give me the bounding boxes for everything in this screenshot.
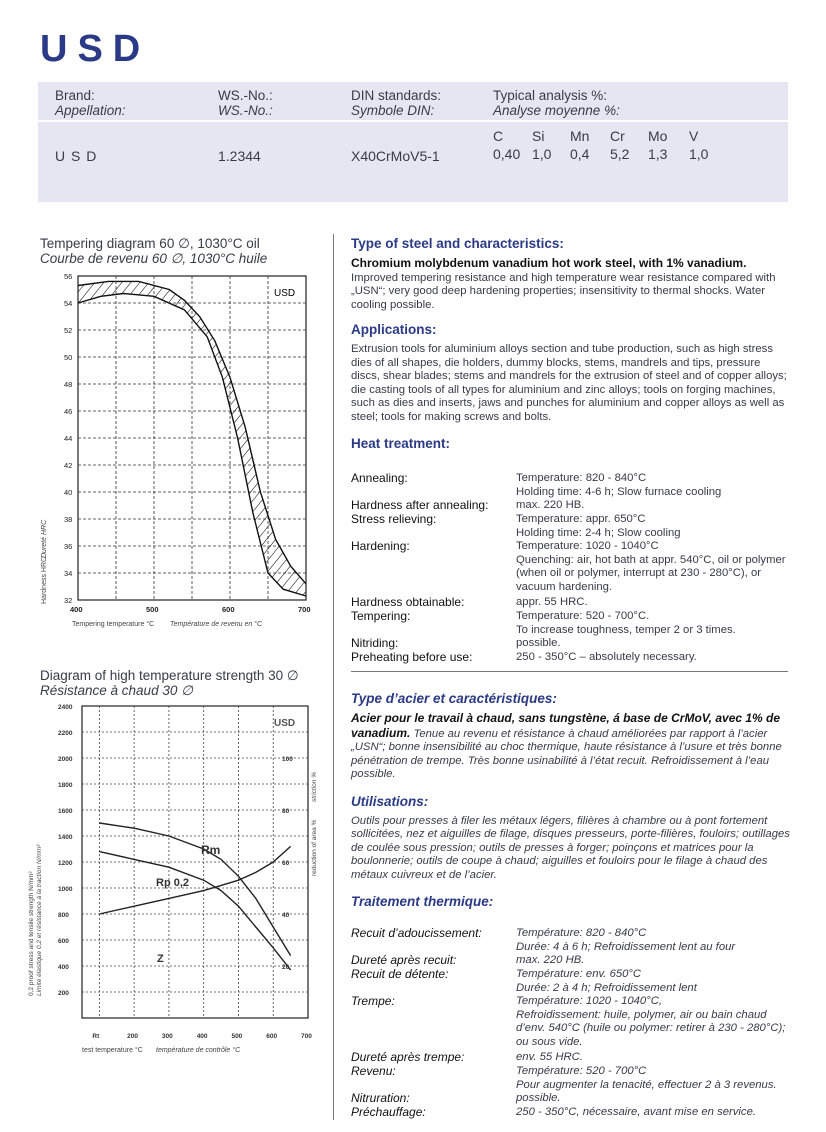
- tempering-ylabel-fr: Dureté HRC: [41, 519, 48, 558]
- tempering-xtick: 500: [146, 605, 159, 614]
- strength-y2tick: 80: [282, 808, 290, 815]
- hatch-line: [308, 276, 330, 600]
- strength-xtick: 200: [127, 1033, 139, 1040]
- value-mn: 0,4: [570, 146, 590, 162]
- value-si: 1,0: [532, 146, 552, 162]
- strength-xtick: Rt: [92, 1033, 100, 1040]
- fr-type-block: [351, 712, 791, 782]
- heat-value: 250 - 350°C, nécessaire, avant mise en service.: [516, 1106, 756, 1118]
- tempering-ytick: 46: [64, 407, 73, 416]
- heat-key: Préchauffage:: [351, 1105, 426, 1119]
- heat-value: Température: 820 - 840°C Durée: 4 à 6 h; Refroidissement lent au four: [516, 927, 736, 953]
- din-label-fr: Symbole DIN:: [351, 103, 435, 118]
- tempering-xtick: 600: [222, 605, 235, 614]
- fr-type-lead: Acier pour le travail à chaud, sans tungstène, á base de CrMoV, avec 1% de vanadium.: [351, 711, 781, 740]
- brand-value: U S D: [55, 148, 98, 164]
- hatch-line: [326, 276, 330, 600]
- strength-ylabel2: reduction of area %: [311, 819, 318, 876]
- fr-heat-title: Traitement thermique:: [351, 894, 494, 909]
- strength-series-label: Z: [157, 953, 164, 965]
- strength-ylabel2-fr: striction %: [311, 772, 318, 802]
- hatch-line: [30, 276, 82, 600]
- analysis-header: [493, 88, 620, 118]
- strength-curve-2: [99, 846, 290, 914]
- tempering-xtick: 400: [70, 605, 83, 614]
- strength-y2tick: 20: [282, 964, 290, 971]
- strength-ytick: 1000: [58, 886, 73, 893]
- tempering-xtick: 700: [298, 605, 311, 614]
- hatch-line: [30, 276, 244, 600]
- fr-util-title: Utilisations:: [351, 793, 429, 809]
- value-cr: 5,2: [610, 146, 630, 162]
- fr-type-title: Type d’acier et caractéristiques:: [351, 691, 557, 706]
- heat-key: Annealing:: [351, 471, 408, 485]
- fr-section: [351, 691, 791, 909]
- heat-key: Revenu:: [351, 1064, 396, 1078]
- heat-value: Temperature: 820 - 840°C Holding time: 4-6 h; Slow furnace cooling: [516, 472, 722, 498]
- heat-key: Nitriding:: [351, 636, 399, 650]
- heat-key: Tempering:: [351, 609, 411, 623]
- analysis-label-fr: Analyse moyenne %:: [493, 103, 620, 118]
- strength-xlabel: test temperature °C: [82, 1047, 143, 1054]
- strength-title: [40, 668, 299, 698]
- heat-key: Preheating before use:: [351, 650, 473, 664]
- tempering-legend: USD: [274, 288, 296, 299]
- heat-value: Température: 520 - 700°C Pour augmenter la tenacité, effectuer 2 à 3 revenus.: [516, 1065, 777, 1091]
- tempering-ytick: 44: [64, 434, 73, 443]
- tempering-chart: [30, 266, 330, 636]
- strength-ytick: 2400: [58, 704, 73, 711]
- tempering-ytick: 40: [64, 488, 73, 497]
- strength-ylabel-fr: Limite élastique 0,2 et résistance à la traction N/mm²: [36, 844, 43, 996]
- en-app-title: Applications:: [351, 322, 437, 337]
- strength-xtick: 400: [196, 1033, 208, 1040]
- heat-key: Dureté après recuit:: [351, 953, 457, 967]
- tempering-ytick: 34: [64, 569, 73, 578]
- din-header: [351, 88, 441, 118]
- heat-value: appr. 55 HRC.: [516, 596, 588, 608]
- heat-key: Dureté après trempe:: [351, 1050, 465, 1064]
- heat-value: env. 55 HRC.: [516, 1051, 583, 1063]
- strength-ytick: 2200: [58, 730, 73, 737]
- strength-series-label: Rm: [201, 843, 221, 857]
- heat-value: Température: env. 650°C Durée: 2 à 4 h; Refroidissement lent: [516, 968, 697, 994]
- spec-separator: [38, 120, 788, 122]
- tempering-ytick: 54: [64, 299, 73, 308]
- tempering-ytick: 38: [64, 515, 73, 524]
- strength-y2tick: 100: [282, 756, 293, 763]
- value-c: 0,40: [493, 146, 521, 162]
- en-section: [351, 236, 791, 451]
- tempering-xlabel: Tempering temperature °C: [72, 621, 155, 628]
- strength-ytick: 200: [58, 990, 69, 997]
- strength-legend: USD: [274, 718, 296, 729]
- brand-header: [55, 88, 126, 118]
- element-cr: Cr: [610, 128, 625, 144]
- element-c: C: [493, 128, 504, 144]
- fr-type-text: Tenue au revenu et résistance à chaud améliorées par rapport à l’acier „USN“; bonne insensibilité au choc thermique, haute résistance à l’usure et très bonne pénétration de trempe. Très bonne usinabilité à l’état recuit. Refroidissement à l’eau possible.: [351, 727, 782, 780]
- din-value: X40CrMoV5-1: [351, 148, 440, 164]
- heat-key: Stress relieving:: [351, 512, 437, 526]
- heat-key: Hardening:: [351, 539, 410, 553]
- hatch-line: [30, 276, 37, 600]
- strength-xtick: 700: [301, 1033, 312, 1040]
- en-type-lead: Chromium molybdenum vanadium hot work steel, with 1% vanadium.: [351, 256, 747, 270]
- tempering-xlabel-fr: Température de revenu en °C: [170, 621, 263, 628]
- din-label: DIN standards:: [351, 88, 442, 103]
- ws-value: 1.2344: [218, 148, 261, 164]
- strength-ytick: 1400: [58, 834, 73, 841]
- strength-ytick: 800: [58, 912, 69, 919]
- heat-value: max. 220 HB.: [516, 954, 585, 966]
- strength-ylabel: 0,2 proof stress and tensile strength N/mm²: [28, 871, 35, 996]
- element-si: Si: [532, 128, 545, 144]
- heat-value: Temperature: appr. 650°C Holding time: 2-4 h; Slow cooling: [516, 513, 681, 539]
- strength-ytick: 1600: [58, 808, 73, 815]
- tempering-ylabel: Hardness HRC: [41, 556, 48, 604]
- heat-value: max. 220 HB.: [516, 499, 585, 511]
- brand-logo: USD: [40, 28, 151, 70]
- hatch-line: [245, 276, 330, 600]
- spec-table: [38, 82, 788, 202]
- tempering-ytick: 50: [64, 353, 73, 362]
- heat-value: Température: 1020 - 1040°C, Refroidissement: huile, polymer, air ou bain chaud d’env. 540°C (huile ou polymer: retirer à 230 - 280°C); ou sous vide.: [516, 995, 786, 1048]
- strength-y2tick: 60: [282, 860, 290, 867]
- hatch-line: [74, 276, 330, 600]
- strength-title-en: Diagram of high temperature strength 30 ∅: [40, 668, 299, 683]
- strength-chart: [26, 698, 326, 1068]
- heat-value: possible.: [516, 1092, 561, 1104]
- strength-ytick: 1800: [58, 782, 73, 789]
- en-heat-title: Heat treatment:: [351, 436, 451, 451]
- strength-ytick: 400: [58, 964, 69, 971]
- tempering-ytick: 52: [64, 326, 73, 335]
- tempering-ytick: 36: [64, 542, 73, 551]
- element-mo: Mo: [648, 128, 668, 144]
- heat-key: Nitruration:: [351, 1091, 410, 1105]
- analysis-label: Typical analysis %:: [493, 88, 608, 103]
- heat-key: Recuit de détente:: [351, 967, 449, 981]
- element-mn: Mn: [570, 128, 590, 144]
- fr-util-text: Outils pour presses à filer les métaux légers, filières à chambre ou à pont fortement sollicitées, nez et aiguilles de filage, disques presseurs, porte-filières, fouloirs; outillages de coulée sous pression; outils de presses à forger; poinçons et matrices pour la boulonnerie; outils de coupe à chaud; aiguilles et fouloirs pour le filage à chaud des métaux cuivreux et de l’acier.: [351, 814, 790, 881]
- column-divider: [333, 234, 334, 1120]
- strength-series-label: Rp 0,2: [156, 877, 190, 889]
- tempering-ytick: 56: [64, 272, 73, 281]
- fr-heat-table: [351, 927, 791, 1122]
- value-mo: 1,3: [648, 146, 668, 162]
- heat-value: possible.: [516, 637, 561, 649]
- strength-y2tick: 40: [282, 912, 290, 919]
- heat-value: Temperature: 1020 - 1040°C Quenching: air, hot bath at appr. 540°C, oil or polymer (when oil or polymer, interrupt at 230 - 280°C), or vacuum hardening.: [516, 540, 786, 593]
- tempering-ytick: 32: [64, 596, 73, 605]
- strength-curve-0: [99, 823, 290, 956]
- ws-label-fr: WS.-No.:: [218, 103, 273, 118]
- brand-label-fr: Appellation:: [55, 103, 126, 118]
- strength-xlabel-fr: température de contrôle °C: [156, 1047, 241, 1054]
- tempering-ytick: 42: [64, 461, 73, 470]
- en-type-text: Improved tempering resistance and high temperature wear resistance compared with „USN“; very good deep hardening properties; insensitivity to thermal shocks. Water cooling possible.: [351, 271, 776, 311]
- strength-ytick: 600: [58, 938, 69, 945]
- strength-xtick: 500: [231, 1033, 243, 1040]
- heat-value: Temperature: 520 - 700°C. To increase toughness, temper 2 or 3 times.: [516, 610, 736, 636]
- en-type-block: [351, 257, 791, 312]
- heat-key: Recuit d’adoucissement:: [351, 926, 482, 940]
- en-app-text: Extrusion tools for aluminium alloys section and tube production, such as high stress dies of all shapes, die holders, dummy blocks, stems, mandrels and tips, pressure discs, shear blades; stems and mandrels for the extrusion of steel and of copper alloys; die casting tools of all types for aluminium and zinc alloys; tools on forging machines, such as dies and inserts, jaws and punches for aluminium and copper alloys as well as steel; tools for making screws and bolts.: [351, 343, 787, 423]
- section-divider: [351, 671, 788, 672]
- hatch-line: [30, 276, 91, 600]
- heat-key: Trempe:: [351, 994, 395, 1008]
- tempering-title-en: Tempering diagram 60 ∅, 1030°C oil: [40, 236, 260, 251]
- en-heat-table: [351, 472, 791, 672]
- heat-value: 250 - 350°C – absolutely necessary.: [516, 651, 697, 663]
- brand-label: Brand:: [55, 88, 95, 103]
- heat-key: Hardness obtainable:: [351, 595, 465, 609]
- strength-ytick: 2000: [58, 756, 73, 763]
- element-v: V: [689, 128, 699, 144]
- ws-header: [218, 88, 273, 118]
- en-type-title: Type of steel and characteristics:: [351, 236, 564, 251]
- value-v: 1,0: [689, 146, 709, 162]
- strength-xtick: 600: [266, 1033, 278, 1040]
- tempering-title-fr: Courbe de revenu 60 ∅, 1030°C huile: [40, 251, 268, 266]
- strength-xtick: 300: [161, 1033, 173, 1040]
- hatch-line: [317, 276, 330, 600]
- strength-title-fr: Résistance à chaud 30 ∅: [40, 683, 193, 698]
- tempering-title: [40, 236, 267, 266]
- strength-ytick: 1200: [58, 860, 73, 867]
- tempering-ytick: 48: [64, 380, 73, 389]
- heat-key: Hardness after annealing:: [351, 498, 489, 512]
- ws-label: WS.-No.:: [218, 88, 273, 103]
